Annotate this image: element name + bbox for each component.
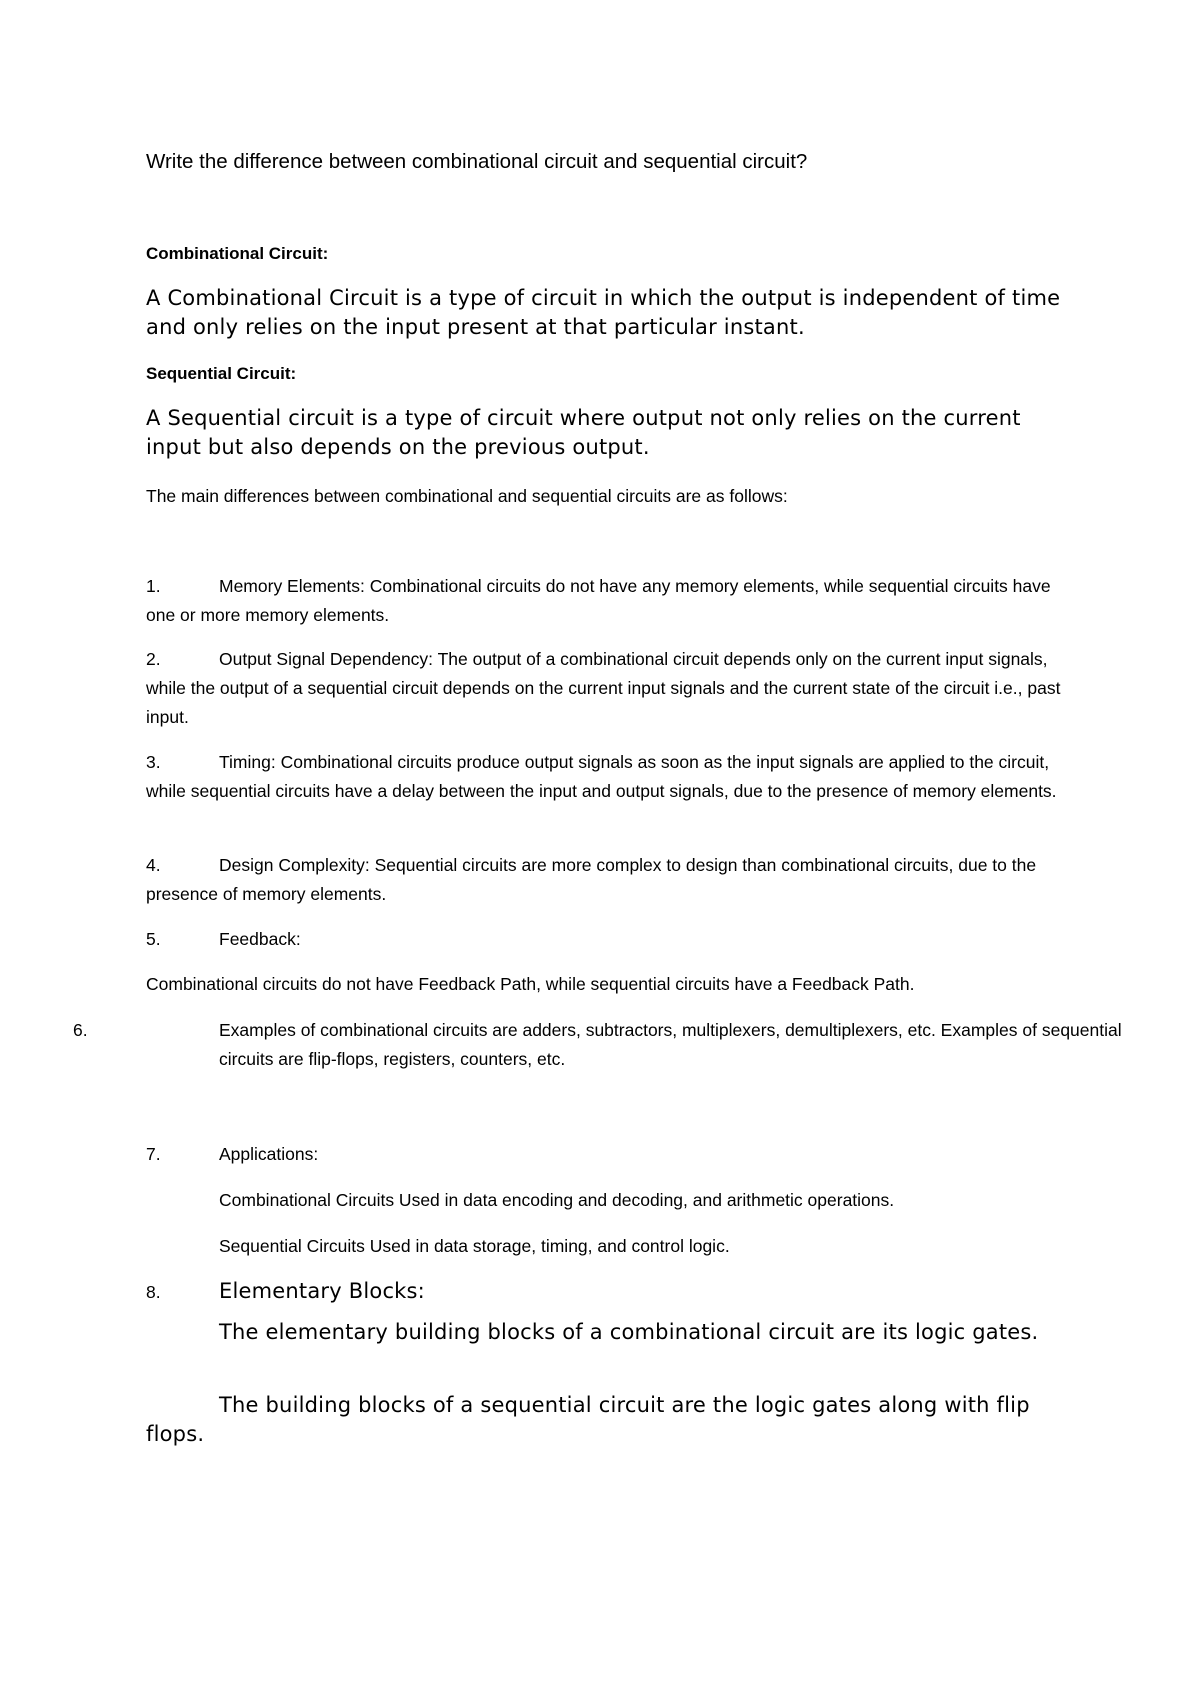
feedback-text: Combinational circuits do not have Feedback Path, while sequential circuits have a Feedback Path.	[146, 974, 915, 994]
list-item	[146, 851, 1076, 909]
differences-intro: The main differences between combinational and sequential circuits are as follows:	[146, 486, 788, 506]
list-number: 7.	[146, 1144, 161, 1164]
elementary-blocks-sequential: The building blocks of a sequential circuit are the logic gates along with flip flops.	[146, 1393, 1030, 1446]
application-combinational: Combinational Circuits Used in data encoding and decoding, and arithmetic operations.	[219, 1190, 895, 1210]
list-number: 8.	[146, 1282, 161, 1302]
list-number: 2.	[146, 649, 161, 669]
list-text: Output Signal Dependency: The output of a combinational circuit depends only on the current input signals, while the output of a sequential circuit depends on the current input signals and the current state of the circuit i.e., past input.	[146, 649, 1061, 727]
sequential-definition: A Sequential circuit is a type of circuit where output not only relies on the current input but also depends on the previous output.	[146, 406, 1021, 459]
list-item	[146, 1276, 1076, 1307]
combinational-heading: Combinational Circuit:	[146, 244, 329, 263]
list-text: Memory Elements: Combinational circuits do not have any memory elements, while sequential circuits have one or more memory elements.	[146, 576, 1051, 625]
list-item	[146, 572, 1076, 630]
list-item	[146, 748, 1076, 806]
list-number: 5.	[146, 929, 161, 949]
list-text: Design Complexity: Sequential circuits are more complex to design than combinational circuits, due to the presence of memory elements.	[146, 855, 1037, 904]
sequential-heading: Sequential Circuit:	[146, 364, 297, 383]
list-number: 3.	[146, 752, 161, 772]
list-text: Timing: Combinational circuits produce output signals as soon as the input signals are applied to the circuit, while sequential circuits have a delay between the input and output signals, due to the presence of memory elements.	[146, 752, 1057, 801]
list-text: Feedback:	[219, 929, 301, 949]
list-text: Elementary Blocks:	[219, 1279, 425, 1303]
list-item	[146, 925, 1076, 954]
list-number: 1.	[146, 576, 161, 596]
list-text: Applications:	[219, 1144, 319, 1164]
list-text: Examples of combinational circuits are adders, subtractors, multiplexers, demultiplexers, etc. Examples of sequential circuits are flip-flops, registers, counters, etc.	[219, 1020, 1122, 1069]
question-title: Write the difference between combinational circuit and sequential circuit?	[146, 150, 808, 173]
application-sequential: Sequential Circuits Used in data storage, timing, and control logic.	[219, 1236, 730, 1256]
list-number: 4.	[146, 855, 161, 875]
elementary-blocks-combinational: The elementary building blocks of a combinational circuit are its logic gates.	[219, 1320, 1039, 1344]
list-number: 6.	[73, 1020, 88, 1040]
list-item	[73, 1016, 1149, 1074]
combinational-definition: A Combinational Circuit is a type of circuit in which the output is independent of time and only relies on the input present at that particular instant.	[146, 286, 1061, 339]
list-item	[146, 645, 1076, 732]
list-item	[146, 1140, 1076, 1169]
